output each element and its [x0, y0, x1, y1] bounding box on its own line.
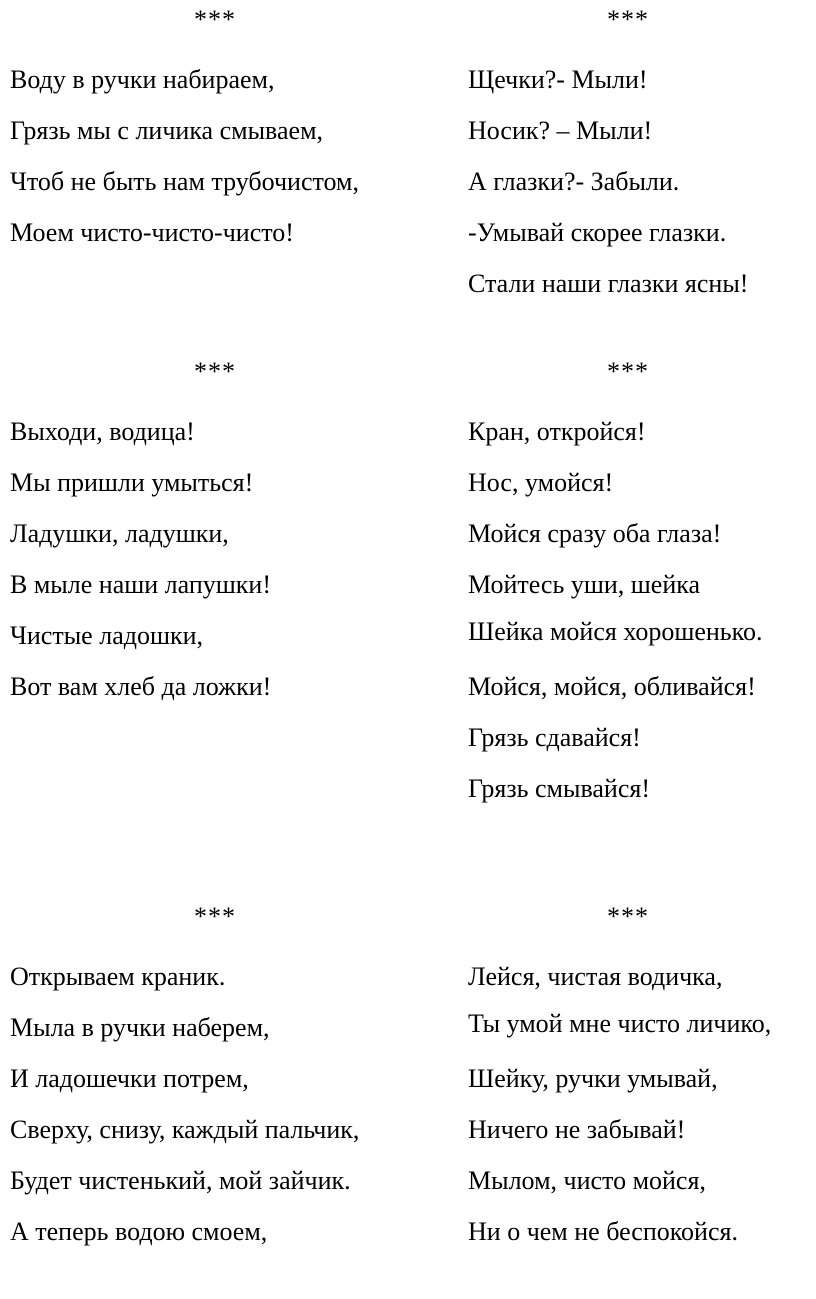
- poem-lines: [452, 54, 808, 309]
- poem-separator: ***: [607, 357, 649, 386]
- poem-line: -Умывай скорее глазки.: [468, 218, 727, 247]
- poem-line: А теперь водою смоем,: [10, 1217, 268, 1246]
- poem-line: Ладушки, ладушки,: [10, 519, 229, 548]
- poem-line: Моем чисто-чисто-чисто!: [10, 218, 294, 247]
- poem-line: Носик? – Мыли!: [468, 116, 653, 145]
- poem-2: [452, 0, 808, 309]
- poem-line: Будет чистенький, мой зайчик.: [10, 1166, 351, 1195]
- poem-line: В мыле наши лапушки!: [10, 570, 271, 599]
- poem-line: Воду в ручки набираем,: [10, 65, 275, 94]
- poem-line: Нос, умойся!: [468, 468, 614, 497]
- poem-line: Мы пришли умыться!: [10, 468, 254, 497]
- poem-line: Открываем краник.: [10, 962, 226, 991]
- poem-line: Шейку, ручки умывай,: [468, 1064, 718, 1093]
- poem-line: Шейка мойся хорошенько.: [468, 617, 763, 646]
- poem-6: [452, 897, 808, 1257]
- poem-separator: ***: [607, 5, 649, 34]
- poem-lines: [10, 406, 370, 712]
- poem-4: [452, 352, 808, 814]
- poem-line: А глазки?- Забыли.: [468, 167, 680, 196]
- poem-lines: [10, 951, 370, 1257]
- poem-line: Выходи, водица!: [10, 417, 195, 446]
- poem-line: Стали наши глазки ясны!: [468, 269, 749, 298]
- poem-line: Сверху, снизу, каждый пальчик,: [10, 1115, 360, 1144]
- poem-3: [10, 352, 370, 712]
- poem-line: Чтоб не быть нам трубочистом,: [10, 167, 359, 196]
- poem-line: Лейся, чистая водичка,: [468, 962, 723, 991]
- poem-line: Вот вам хлеб да ложки!: [10, 672, 272, 701]
- poem-line: Грязь сдавайся!: [468, 723, 641, 752]
- poem-line: Чистые ладошки,: [10, 621, 204, 650]
- poem-separator: ***: [607, 902, 649, 931]
- poem-line: Мыла в ручки наберем,: [10, 1013, 270, 1042]
- poem-1: [10, 0, 370, 258]
- poem-line: Мойтесь уши, шейка: [468, 570, 701, 599]
- poem-line: Ты умой мне чисто личико,: [468, 1009, 772, 1038]
- poem-separator: ***: [194, 902, 236, 931]
- poem-line: Щечки?- Мыли!: [468, 65, 648, 94]
- poem-line: Ни о чем не беспокойся.: [468, 1217, 738, 1246]
- poem-line: Грязь мы с личика смываем,: [10, 116, 324, 145]
- poem-line: Кран, откройся!: [468, 417, 646, 446]
- poem-line: Грязь смывайся!: [468, 774, 650, 803]
- poem-line: Мылом, чисто мойся,: [468, 1166, 706, 1195]
- poem-lines: [452, 951, 808, 1257]
- poem-separator: ***: [194, 5, 236, 34]
- poem-line: И ладошечки потрем,: [10, 1064, 249, 1093]
- poem-line: Ничего не забывай!: [468, 1115, 686, 1144]
- poem-separator: ***: [194, 357, 236, 386]
- poem-lines: [452, 406, 808, 814]
- poem-line: Мойся, мойся, обливайся!: [468, 672, 756, 701]
- poem-lines: [10, 54, 370, 258]
- poem-line: Мойся сразу оба глаза!: [468, 519, 722, 548]
- poem-5: [10, 897, 370, 1257]
